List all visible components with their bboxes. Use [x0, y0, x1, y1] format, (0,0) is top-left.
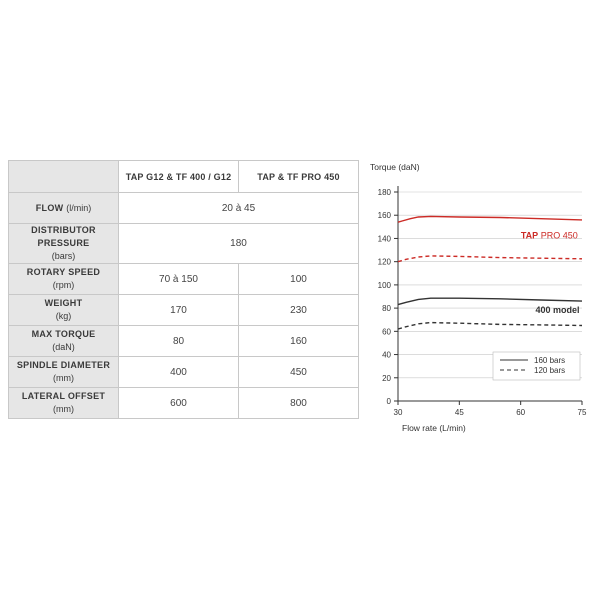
- torque-chart: [362, 156, 592, 446]
- table-row: [9, 326, 359, 357]
- row-unit: (kg): [55, 311, 72, 321]
- y-tick-label: 80: [382, 304, 391, 314]
- row-label: DISTRIBUTOR PRESSURE: [31, 225, 96, 248]
- x-tick-label: 30: [393, 408, 403, 417]
- row-label-cell: [9, 193, 119, 224]
- row-label-cell: [9, 326, 119, 357]
- y-axis-title: Torque (daN): [370, 162, 420, 172]
- series-annotation: [521, 230, 578, 240]
- value-cell: 450: [239, 357, 359, 388]
- row-unit: (mm): [53, 373, 74, 383]
- value-cell: 160: [239, 326, 359, 357]
- y-tick-label: 20: [382, 373, 391, 383]
- value-cell: 400: [119, 357, 239, 388]
- series-line: [398, 216, 582, 222]
- x-tick-label: 60: [516, 408, 526, 417]
- table-row: [9, 357, 359, 388]
- x-tick-label: 45: [454, 408, 464, 417]
- value-cell: 80: [119, 326, 239, 357]
- value-cell: 600: [119, 388, 239, 419]
- annotation-bold-text: TAP: [520, 230, 539, 241]
- row-label: ROTARY SPEED: [26, 267, 101, 277]
- column-header: TAP & TF PRO 450: [239, 161, 359, 193]
- table-row: [9, 193, 359, 224]
- y-tick-label: 120: [377, 257, 391, 267]
- value-cell: 180: [119, 224, 359, 264]
- value-cell: 230: [239, 295, 359, 326]
- annotation-bold-text: 400 model: [535, 304, 580, 315]
- chart-legend: [493, 352, 580, 380]
- table-row: [9, 388, 359, 419]
- row-label-cell: [9, 264, 119, 295]
- row-label: MAX TORQUE: [31, 329, 96, 339]
- y-tick-label: 100: [377, 280, 391, 290]
- row-label-cell: [9, 357, 119, 388]
- value-cell: 800: [239, 388, 359, 419]
- value-cell: 170: [119, 295, 239, 326]
- y-tick-label: 160: [377, 211, 391, 221]
- table-row: [9, 295, 359, 326]
- x-axis-title: Flow rate (L/min): [402, 423, 466, 433]
- series-line: [398, 323, 582, 329]
- x-tick-label: 75: [577, 408, 587, 417]
- spec-table: [8, 160, 359, 419]
- legend-label: 120 bars: [534, 366, 566, 375]
- row-unit: (rpm): [52, 280, 75, 290]
- row-label: WEIGHT: [44, 298, 83, 308]
- table-row: [9, 264, 359, 295]
- value-cell: 20 à 45: [119, 193, 359, 224]
- row-unit: (l/min): [66, 202, 92, 213]
- row-label: LATERAL OFFSET: [21, 391, 106, 401]
- value-cell: 100: [239, 264, 359, 295]
- row-unit: (daN): [52, 342, 75, 352]
- y-tick-label: 60: [382, 327, 391, 337]
- row-label-cell: [9, 224, 119, 264]
- y-tick-label: 40: [382, 350, 391, 360]
- row-label: FLOW: [35, 202, 64, 213]
- table-row: [9, 224, 359, 264]
- legend-label: 160 bars: [534, 356, 566, 365]
- table-header-row: [9, 161, 359, 193]
- series-line: [398, 256, 582, 262]
- row-label-cell: [9, 388, 119, 419]
- series-line: [398, 298, 582, 304]
- y-tick-label: 0: [386, 397, 391, 406]
- series-annotation: [535, 305, 579, 315]
- row-label-cell: [9, 295, 119, 326]
- y-tick-label: 180: [377, 188, 391, 197]
- table-corner-cell: [9, 161, 119, 193]
- column-header: TAP G12 & TF 400 / G12: [119, 161, 239, 193]
- row-label: SPINDLE DIAMETER: [16, 360, 111, 370]
- y-tick-label: 140: [377, 234, 391, 244]
- row-unit: (mm): [53, 404, 74, 414]
- annotation-text: PRO 450: [538, 230, 578, 241]
- value-cell: 70 à 150: [119, 264, 239, 295]
- row-unit: (bars): [51, 251, 76, 261]
